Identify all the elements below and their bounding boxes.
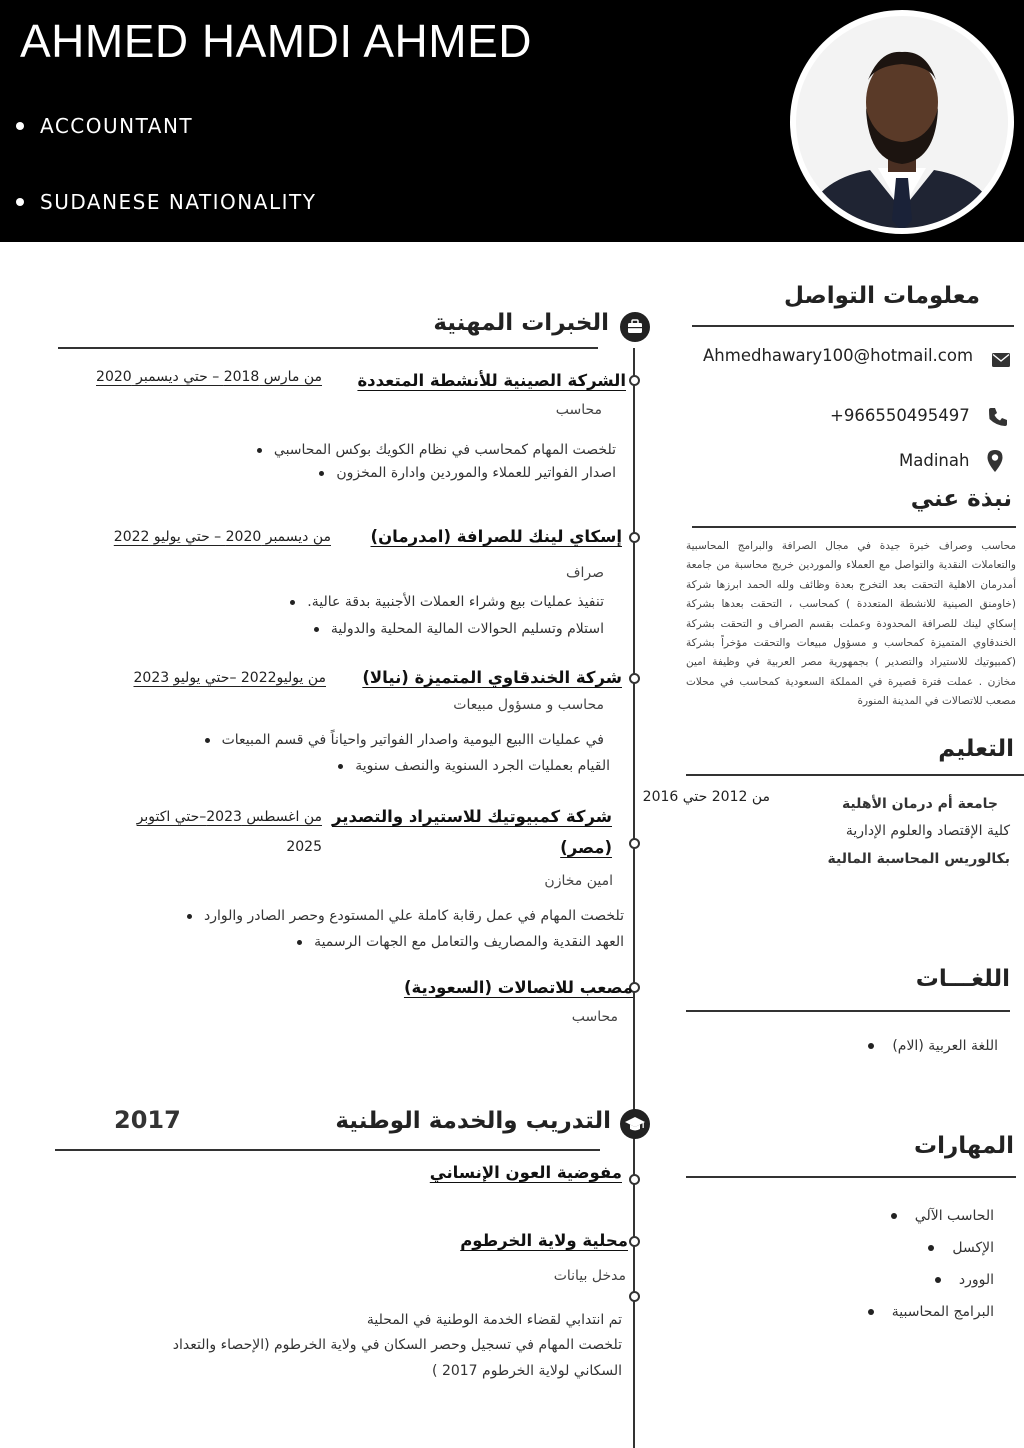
- training-org-1: مفوضية العون الإنساني: [429, 1163, 622, 1182]
- job-4-date-line-1: من اغسطس 2023–حتي اكتوبر: [136, 809, 322, 825]
- briefcase-icon: [620, 312, 650, 342]
- envelope-icon: [992, 352, 1010, 366]
- job-4-company-line-2: (مصر): [560, 838, 612, 857]
- training-rule: [55, 1149, 600, 1151]
- phone-icon: [987, 406, 1009, 428]
- header-item-nationality: SUDANESE NATIONALITY: [16, 190, 316, 214]
- job-1-bullet-2: اصدار الفواتير للعملاء والموردين وادارة المخزون: [319, 465, 616, 481]
- email-text: Ahmedhawary100@hotmail.com: [703, 346, 974, 365]
- job-4-date-line-2: 2025: [286, 839, 322, 855]
- job-4-bullet-1: تلخصت المهام في عمل رقابة كاملة علي المستودع وحصر الصادر والوارد: [187, 908, 624, 924]
- job-1-company: الشركة الصينية للأنشطة المتعددة: [357, 371, 626, 390]
- phone-text: +966550495497: [830, 406, 970, 425]
- profile-photo: [790, 10, 1014, 234]
- experience-title: الخبرات المهنية: [433, 310, 609, 336]
- job-3-company: شركة الخندقاوي المتميزة (نيالا): [362, 668, 622, 687]
- timeline-dot-job-4: [629, 838, 640, 849]
- education-university: جامعة أم درمان الأهلية: [841, 796, 998, 812]
- training-line-1: تم انتدابي لقضاء الخدمة الوطنية في المحلية: [366, 1312, 622, 1328]
- job-5-role: محاسب: [571, 1009, 618, 1025]
- languages-title: اللغـــات: [915, 966, 1010, 992]
- about-rule: [692, 526, 1016, 528]
- job-1-bullet-1: تلخصت المهام كمحاسب في نظام الكويك بوكس المحاسبي: [257, 442, 616, 458]
- training-title: التدريب والخدمة الوطنية: [335, 1108, 611, 1134]
- job-3-bullet-1: في عمليات االبيع اليومية واصدار الفواتير واحياناً في قسم المبيعات: [205, 732, 604, 748]
- job-2-bullet-2: استلام وتسليم الحوالات المالية المحلية والدولية: [314, 621, 604, 637]
- timeline-dot-job-1: [629, 375, 640, 386]
- job-2-company: إسكاي لينك للصرافة (امدرمان): [370, 527, 622, 546]
- training-org-2: محلية ولاية الخرطوم: [460, 1231, 628, 1250]
- timeline-dot-job-3: [629, 673, 640, 684]
- job-3-role: محاسب و مسؤول مبيعات: [453, 697, 604, 713]
- job-4-role: امين مخازن: [544, 873, 613, 889]
- language-item-1: اللغة العربية (الام): [868, 1038, 998, 1054]
- header-banner: [0, 0, 1024, 242]
- skills-rule: [686, 1176, 1016, 1178]
- timeline-dot-training-1: [629, 1174, 640, 1185]
- contact-rule: [692, 325, 1014, 327]
- training-role: مدخل بيانات: [553, 1268, 626, 1284]
- contact-title: معلومات التواصل: [784, 283, 980, 309]
- person-name: AHMED HAMDI AHMED: [20, 15, 532, 67]
- timeline-dot-job-2: [629, 532, 640, 543]
- location-text: Madinah: [899, 451, 970, 470]
- training-year: 2017: [114, 1106, 181, 1134]
- job-3-bullet-2: القيام بعمليات الجرد السنوية والنصف سنوية: [338, 758, 610, 774]
- education-date: من 2012 حتي 2016: [642, 789, 770, 805]
- job-1-role: محاسب: [555, 402, 602, 418]
- education-faculty: كلية الإقتصاد والعلوم الإدارية: [845, 823, 1010, 839]
- skill-item-3: الوورد: [935, 1272, 994, 1288]
- education-title: التعليم: [938, 736, 1014, 762]
- job-5-company: مصعب للاتصالات (السعودية): [403, 978, 633, 997]
- about-text: محاسب وصراف خبرة جيدة في مجال الصرافة والبرامج المحاسبية والتعاملات النقدية والتواصل مع العملاء والموردين خريج محاسبة من جامعة أمدرمان الاهلية التحقت بعد التخرج بعدة وظائف ولله الحمد ابرزها شركة (خاومنق الصينية للانشطة المتعددة ) كمحاسب ، التحقت بعدها بشركة إسكاي لينك للصرافة المحدودة وعملت بقسم الصراف و التحقت بشركة الخندقاوي المتميزة كمحاسب و مسؤول مبيعات والتحقت مؤخراً بشركة (كمبيوتيك للاستيراد والتصدير ) بجمهورية مصر العربية في وظيفة امين مخازن . عملت فترة قصيرة في المملكة السعودية كمحاسب في محلات مصعب للاتصالات في المدينة المنورة: [686, 540, 1016, 708]
- graduation-cap-icon: [620, 1109, 650, 1139]
- skill-item-1: الحاسب الآلي: [891, 1208, 994, 1224]
- education-degree: بكالوريس المحاسبة المالية: [827, 851, 1010, 867]
- skill-item-2: الإكسل: [928, 1240, 994, 1256]
- timeline-line: [633, 348, 635, 1448]
- skill-item-4: البرامج المحاسبية: [868, 1304, 994, 1320]
- education-rule: [686, 774, 1024, 776]
- timeline-dot-training-2: [629, 1236, 640, 1247]
- about-title: نبذة عني: [910, 486, 1012, 512]
- languages-rule: [686, 1010, 1010, 1012]
- training-line-2: تلخصت المهام في تسجيل وحصر السكان في ولاية الخرطوم (الإحصاء والتعداد: [172, 1337, 622, 1353]
- job-3-date: من يوليو2022 –حتي يوليو 2023: [133, 670, 326, 686]
- job-2-bullet-1: تنفيذ عمليات بيع وشراء العملات الأجنبية بدقة عالية.: [290, 594, 604, 610]
- location-pin-icon: [986, 449, 1004, 473]
- job-4-bullet-2: العهد النقدية والمصاريف والتعامل مع الجهات الرسمية: [297, 934, 624, 950]
- training-line-3: السكاني لولاية الخرطوم 2017 ): [432, 1363, 622, 1379]
- job-4-company-line-1: شركة كمبيوتيك للاستيراد والتصدير: [332, 807, 612, 826]
- header-item-title: ACCOUNTANT: [16, 114, 193, 138]
- timeline-dot-training-3: [629, 1291, 640, 1302]
- skills-title: المهارات: [914, 1133, 1014, 1159]
- job-1-date: من مارس 2018 – حتي ديسمبر 2020: [96, 369, 322, 385]
- experience-rule: [58, 347, 598, 349]
- job-2-date: من ديسمبر 2020 – حتي يوليو 2022: [113, 529, 331, 545]
- job-2-role: صراف: [565, 565, 604, 581]
